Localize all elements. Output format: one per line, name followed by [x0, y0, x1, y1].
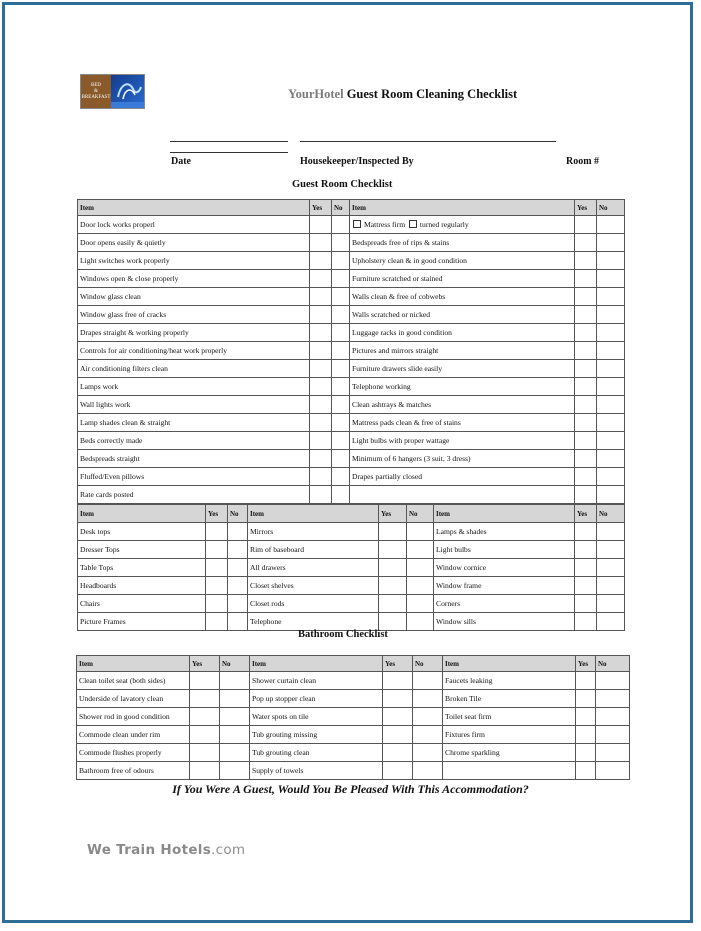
logo-text-block: [81, 75, 111, 108]
item-cell: Fluffed/Even pillows: [78, 468, 310, 486]
no-checkbox-cell[interactable]: [597, 432, 625, 450]
yes-checkbox-cell[interactable]: [575, 414, 597, 432]
yes-checkbox-cell[interactable]: [206, 577, 228, 595]
no-checkbox-cell[interactable]: [597, 541, 625, 559]
no-checkbox-cell[interactable]: [332, 378, 350, 396]
no-checkbox-cell[interactable]: [597, 468, 625, 486]
table-row: [78, 342, 625, 360]
housekeeper-label: Housekeeper/Inspected By: [300, 156, 414, 167]
table-row: [77, 744, 630, 762]
table-row: [78, 252, 625, 270]
table-row: [78, 595, 625, 613]
surfaces-table: [77, 504, 625, 631]
table-row: [78, 306, 625, 324]
item-cell: Walls scratched or nicked: [350, 306, 575, 324]
no-checkbox-cell[interactable]: [332, 234, 350, 252]
item-cell: Light bulbs: [434, 541, 575, 559]
guest-room-table: [77, 199, 625, 504]
no-checkbox-cell[interactable]: [407, 595, 434, 613]
yes-checkbox-cell[interactable]: [576, 762, 596, 780]
item-cell: Air conditioning filters clean: [78, 360, 310, 378]
no-checkbox-cell[interactable]: [596, 762, 630, 780]
no-checkbox-cell[interactable]: [332, 306, 350, 324]
no-checkbox-cell[interactable]: [332, 270, 350, 288]
no-checkbox-cell[interactable]: [220, 726, 250, 744]
item-cell: Window cornice: [434, 559, 575, 577]
no-checkbox-cell[interactable]: [407, 541, 434, 559]
yes-checkbox-cell[interactable]: [310, 306, 332, 324]
item-cell: Light switches work properly: [78, 252, 310, 270]
yes-checkbox-cell[interactable]: [206, 523, 228, 541]
no-checkbox-cell[interactable]: [332, 342, 350, 360]
logo-swirl-icon: [115, 79, 143, 101]
yes-checkbox-cell[interactable]: [575, 396, 597, 414]
item-cell: Drapes partially closed: [350, 468, 575, 486]
item-cell: Desk tops: [78, 523, 206, 541]
no-checkbox-cell[interactable]: [597, 396, 625, 414]
no-checkbox-cell[interactable]: [597, 378, 625, 396]
item-cell: Broken Tile: [443, 690, 576, 708]
item-cell: Lamps work: [78, 378, 310, 396]
table-row: [78, 216, 625, 234]
item-cell: Mirrors: [248, 523, 379, 541]
item-cell: Upholstery clean & in good condition: [350, 252, 575, 270]
logo-line-2: &: [94, 88, 98, 94]
no-checkbox-cell[interactable]: [597, 252, 625, 270]
no-checkbox-cell[interactable]: [332, 252, 350, 270]
no-checkbox-cell[interactable]: [597, 324, 625, 342]
no-checkbox-cell[interactable]: [597, 342, 625, 360]
item-cell: All drawers: [248, 559, 379, 577]
table-row: [78, 613, 625, 631]
item-cell: Wall lights work: [78, 396, 310, 414]
no-checkbox-cell[interactable]: [597, 414, 625, 432]
mattress-firm-label: Mattress firm: [364, 220, 406, 229]
yes-checkbox-cell[interactable]: [206, 541, 228, 559]
no-checkbox-cell[interactable]: [332, 486, 350, 504]
item-cell: Closet shelves: [248, 577, 379, 595]
logo-bar: [111, 102, 144, 108]
no-checkbox-cell[interactable]: [596, 672, 630, 690]
item-cell: Water spots on tile: [250, 708, 383, 726]
item-cell: Window glass clean: [78, 288, 310, 306]
yes-checkbox-cell[interactable]: [575, 360, 597, 378]
no-checkbox-cell[interactable]: [413, 762, 443, 780]
table-row: [77, 762, 630, 780]
item-cell: Tub grouting clean: [250, 744, 383, 762]
item-cell: Walls clean & free of cobwebs: [350, 288, 575, 306]
footer-watermark: [87, 842, 245, 858]
no-checkbox-cell[interactable]: [597, 360, 625, 378]
date-line-lower: [170, 152, 288, 153]
item-cell: Window glass free of cracks: [78, 306, 310, 324]
yes-checkbox-cell[interactable]: [310, 378, 332, 396]
item-cell: Chairs: [78, 595, 206, 613]
header-no: No: [597, 200, 625, 216]
no-checkbox-cell[interactable]: [332, 216, 350, 234]
no-checkbox-cell[interactable]: [332, 396, 350, 414]
item-cell: Window frame: [434, 577, 575, 595]
header-item: Item: [434, 505, 575, 523]
item-cell: Controls for air conditioning/heat work properly: [78, 342, 310, 360]
yes-checkbox-cell[interactable]: [575, 541, 597, 559]
item-cell: Luggage racks in good condition: [350, 324, 575, 342]
item-cell: Table Tops: [78, 559, 206, 577]
yes-checkbox-cell[interactable]: [576, 708, 596, 726]
yes-checkbox-cell[interactable]: [310, 234, 332, 252]
table-row: [78, 360, 625, 378]
no-checkbox-cell[interactable]: [407, 523, 434, 541]
yes-checkbox-cell[interactable]: [575, 468, 597, 486]
yes-checkbox-cell[interactable]: [310, 486, 332, 504]
hotel-logo: [80, 74, 145, 109]
header-no: No: [228, 505, 248, 523]
header-item: Item: [78, 200, 310, 216]
date-line: [170, 141, 288, 142]
housekeeper-line: [300, 141, 556, 142]
no-checkbox-cell[interactable]: [597, 288, 625, 306]
yes-checkbox-cell[interactable]: [575, 306, 597, 324]
header-item: Item: [77, 656, 190, 672]
item-cell: Bedspreads straight: [78, 450, 310, 468]
item-cell: Telephone working: [350, 378, 575, 396]
item-cell: Fixtures firm: [443, 726, 576, 744]
item-cell: Rim of baseboard: [248, 541, 379, 559]
table-row: [78, 270, 625, 288]
yes-checkbox-cell[interactable]: [383, 726, 413, 744]
table-row: [78, 523, 625, 541]
yes-checkbox-cell[interactable]: [383, 744, 413, 762]
item-cell: Closet rods: [248, 595, 379, 613]
yes-checkbox-cell[interactable]: [190, 708, 220, 726]
header-item: Item: [350, 200, 575, 216]
no-checkbox-cell[interactable]: [597, 216, 625, 234]
yes-checkbox-cell[interactable]: [190, 672, 220, 690]
header-item: Item: [78, 505, 206, 523]
mattress-cell: [350, 216, 575, 234]
yes-checkbox-cell[interactable]: [383, 690, 413, 708]
table-row: [77, 726, 630, 744]
no-checkbox-cell[interactable]: [332, 324, 350, 342]
table-row: [78, 541, 625, 559]
room-number-label: Room #: [566, 156, 600, 167]
item-cell: Bathroom free of odours: [77, 762, 190, 780]
yes-checkbox-cell[interactable]: [310, 468, 332, 486]
item-cell: Pictures and mirrors straight: [350, 342, 575, 360]
table-row: [78, 432, 625, 450]
yes-checkbox-cell[interactable]: [310, 216, 332, 234]
no-checkbox-cell[interactable]: [597, 450, 625, 468]
header-no: No: [413, 656, 443, 672]
table-row: [78, 414, 625, 432]
header-yes: Yes: [575, 505, 597, 523]
yes-checkbox-cell[interactable]: [575, 234, 597, 252]
yes-checkbox-cell[interactable]: [190, 744, 220, 762]
header-item: Item: [250, 656, 383, 672]
no-checkbox-cell[interactable]: [597, 613, 625, 631]
yes-checkbox-cell[interactable]: [575, 613, 597, 631]
item-cell: Drapes straight & working properly: [78, 324, 310, 342]
bathroom-section-title: Bathroom Checklist: [298, 629, 388, 640]
surfaces-header-row: [78, 505, 625, 523]
logo-graphic: [111, 75, 144, 108]
item-cell: Pop up stopper clean: [250, 690, 383, 708]
no-checkbox-cell[interactable]: [596, 726, 630, 744]
hotel-brand: YourHotel: [288, 87, 344, 101]
yes-checkbox-cell[interactable]: [575, 270, 597, 288]
guest-room-header-row: [78, 200, 625, 216]
table-row: [77, 708, 630, 726]
yes-checkbox-cell[interactable]: [379, 577, 407, 595]
yes-checkbox-cell[interactable]: [310, 396, 332, 414]
item-cell: Lamp shades clean & straight: [78, 414, 310, 432]
table-row: [78, 450, 625, 468]
no-checkbox-cell[interactable]: [597, 595, 625, 613]
bathroom-table: [76, 655, 630, 780]
yes-checkbox-cell[interactable]: [575, 378, 597, 396]
table-row: [78, 577, 625, 595]
yes-checkbox-cell[interactable]: [575, 577, 597, 595]
logo-line-3: BREAKFAST: [81, 94, 111, 100]
no-checkbox-cell[interactable]: [332, 468, 350, 486]
yes-checkbox-cell[interactable]: [379, 595, 407, 613]
table-row: [78, 324, 625, 342]
yes-checkbox-cell[interactable]: [383, 708, 413, 726]
item-cell: Rate cards posted: [78, 486, 310, 504]
no-checkbox-cell[interactable]: [220, 690, 250, 708]
yes-checkbox-cell[interactable]: [379, 523, 407, 541]
yes-checkbox-cell[interactable]: [575, 595, 597, 613]
no-checkbox-cell[interactable]: [407, 577, 434, 595]
no-checkbox-cell[interactable]: [228, 523, 248, 541]
no-checkbox-cell[interactable]: [228, 541, 248, 559]
item-cell: Headboards: [78, 577, 206, 595]
yes-checkbox-cell[interactable]: [310, 414, 332, 432]
no-checkbox-cell[interactable]: [413, 672, 443, 690]
header-item: Item: [248, 505, 379, 523]
no-checkbox-cell[interactable]: [332, 450, 350, 468]
turned-regularly-label: turned regularly: [419, 220, 469, 229]
table-row: [77, 672, 630, 690]
header-item: Item: [443, 656, 576, 672]
yes-checkbox-cell[interactable]: [379, 613, 407, 631]
yes-checkbox-cell[interactable]: [379, 541, 407, 559]
mattress-firm-checkbox[interactable]: [353, 220, 361, 228]
header-yes: Yes: [576, 656, 596, 672]
yes-checkbox-cell[interactable]: [575, 288, 597, 306]
no-checkbox-cell[interactable]: [597, 577, 625, 595]
checklist-title: Guest Room Cleaning Checklist: [346, 87, 518, 101]
item-cell: Shower rod in good condition: [77, 708, 190, 726]
no-checkbox-cell[interactable]: [220, 744, 250, 762]
item-cell: Door lock works properl: [78, 216, 310, 234]
no-checkbox-cell[interactable]: [332, 288, 350, 306]
item-cell: Telephone: [248, 613, 379, 631]
yes-checkbox-cell[interactable]: [310, 432, 332, 450]
item-cell: [350, 486, 575, 504]
item-cell: Beds correctly made: [78, 432, 310, 450]
no-checkbox-cell[interactable]: [596, 690, 630, 708]
header-yes: Yes: [206, 505, 228, 523]
yes-checkbox-cell[interactable]: [310, 324, 332, 342]
yes-checkbox-cell[interactable]: [575, 523, 597, 541]
no-checkbox-cell[interactable]: [220, 672, 250, 690]
item-cell: Light bulbs with proper wattage: [350, 432, 575, 450]
yes-checkbox-cell[interactable]: [576, 726, 596, 744]
item-cell: Mattress pads clean & free of stains: [350, 414, 575, 432]
no-checkbox-cell[interactable]: [407, 613, 434, 631]
header-no: No: [597, 505, 625, 523]
no-checkbox-cell[interactable]: [332, 432, 350, 450]
no-checkbox-cell[interactable]: [220, 762, 250, 780]
yes-checkbox-cell[interactable]: [310, 252, 332, 270]
header-yes: Yes: [575, 200, 597, 216]
item-cell: Faucets leaking: [443, 672, 576, 690]
no-checkbox-cell[interactable]: [413, 690, 443, 708]
logo-line-1: BED: [91, 82, 101, 88]
yes-checkbox-cell[interactable]: [383, 672, 413, 690]
no-checkbox-cell[interactable]: [596, 708, 630, 726]
item-cell: Commode clean under rim: [77, 726, 190, 744]
date-label: Date: [171, 156, 191, 167]
yes-checkbox-cell[interactable]: [575, 216, 597, 234]
yes-checkbox-cell[interactable]: [575, 342, 597, 360]
item-cell: Windows open & close properly: [78, 270, 310, 288]
item-cell: Chrome sparkling: [443, 744, 576, 762]
item-cell: Underside of lavatory clean: [77, 690, 190, 708]
item-cell: Picture Frames: [78, 613, 206, 631]
no-checkbox-cell[interactable]: [228, 595, 248, 613]
bathroom-header-row: [77, 656, 630, 672]
no-checkbox-cell[interactable]: [413, 744, 443, 762]
no-checkbox-cell[interactable]: [228, 613, 248, 631]
table-row: [78, 378, 625, 396]
header-yes: Yes: [310, 200, 332, 216]
item-cell: Commode flushes properly: [77, 744, 190, 762]
no-checkbox-cell[interactable]: [220, 708, 250, 726]
item-cell: Supply of towels: [250, 762, 383, 780]
yes-checkbox-cell[interactable]: [190, 726, 220, 744]
yes-checkbox-cell[interactable]: [310, 450, 332, 468]
table-row: [78, 288, 625, 306]
footer-domain: .com: [211, 842, 246, 858]
no-checkbox-cell[interactable]: [413, 726, 443, 744]
no-checkbox-cell[interactable]: [332, 360, 350, 378]
yes-checkbox-cell[interactable]: [310, 288, 332, 306]
table-row: [78, 234, 625, 252]
item-cell: Furniture scratched or stained: [350, 270, 575, 288]
yes-checkbox-cell[interactable]: [206, 613, 228, 631]
header-yes: Yes: [383, 656, 413, 672]
no-checkbox-cell[interactable]: [407, 559, 434, 577]
header-no: No: [407, 505, 434, 523]
item-cell: Window sills: [434, 613, 575, 631]
no-checkbox-cell[interactable]: [596, 744, 630, 762]
yes-checkbox-cell[interactable]: [575, 486, 597, 504]
header-no: No: [596, 656, 630, 672]
item-cell: Bedspreads free of rips & stains: [350, 234, 575, 252]
yes-checkbox-cell[interactable]: [383, 762, 413, 780]
table-row: [78, 486, 625, 504]
footer-brand: We Train Hotels: [87, 842, 212, 858]
yes-checkbox-cell[interactable]: [190, 762, 220, 780]
yes-checkbox-cell[interactable]: [576, 690, 596, 708]
yes-checkbox-cell[interactable]: [575, 324, 597, 342]
item-cell: Clean ashtrays & matches: [350, 396, 575, 414]
yes-checkbox-cell[interactable]: [190, 690, 220, 708]
yes-checkbox-cell[interactable]: [575, 432, 597, 450]
yes-checkbox-cell[interactable]: [575, 450, 597, 468]
yes-checkbox-cell[interactable]: [206, 595, 228, 613]
no-checkbox-cell[interactable]: [228, 559, 248, 577]
item-cell: Clean toilet seat (both sides): [77, 672, 190, 690]
no-checkbox-cell[interactable]: [597, 523, 625, 541]
item-cell: Dresser Tops: [78, 541, 206, 559]
turned-regularly-checkbox[interactable]: [409, 220, 417, 228]
header-yes: Yes: [190, 656, 220, 672]
table-row: [78, 396, 625, 414]
item-cell: Shower curtain clean: [250, 672, 383, 690]
header-yes: Yes: [379, 505, 407, 523]
table-row: [78, 468, 625, 486]
yes-checkbox-cell[interactable]: [310, 342, 332, 360]
header-no: No: [220, 656, 250, 672]
item-cell: Furniture drawers slide easily: [350, 360, 575, 378]
no-checkbox-cell[interactable]: [597, 234, 625, 252]
item-cell: Minimum of 6 hangers (3 suit, 3 dress): [350, 450, 575, 468]
yes-checkbox-cell[interactable]: [379, 559, 407, 577]
item-cell: Door opens easily & quietly: [78, 234, 310, 252]
yes-checkbox-cell[interactable]: [310, 270, 332, 288]
item-cell: Lamps & shades: [434, 523, 575, 541]
item-cell: Toilet seat firm: [443, 708, 576, 726]
header-no: No: [332, 200, 350, 216]
item-cell: [443, 762, 576, 780]
yes-checkbox-cell[interactable]: [576, 744, 596, 762]
closing-question: If You Were A Guest, Would You Be Pleased With This Accommodation?: [172, 782, 529, 796]
no-checkbox-cell[interactable]: [597, 270, 625, 288]
no-checkbox-cell[interactable]: [597, 486, 625, 504]
yes-checkbox-cell[interactable]: [575, 252, 597, 270]
no-checkbox-cell[interactable]: [332, 414, 350, 432]
yes-checkbox-cell[interactable]: [310, 360, 332, 378]
item-cell: Tub grouting missing: [250, 726, 383, 744]
no-checkbox-cell[interactable]: [597, 559, 625, 577]
yes-checkbox-cell[interactable]: [575, 559, 597, 577]
no-checkbox-cell[interactable]: [597, 306, 625, 324]
yes-checkbox-cell[interactable]: [206, 559, 228, 577]
guest-room-section-title: Guest Room Checklist: [292, 179, 393, 190]
table-row: [77, 690, 630, 708]
item-cell: Corners: [434, 595, 575, 613]
page-title: [288, 87, 517, 102]
yes-checkbox-cell[interactable]: [576, 672, 596, 690]
no-checkbox-cell[interactable]: [413, 708, 443, 726]
table-row: [78, 559, 625, 577]
no-checkbox-cell[interactable]: [228, 577, 248, 595]
